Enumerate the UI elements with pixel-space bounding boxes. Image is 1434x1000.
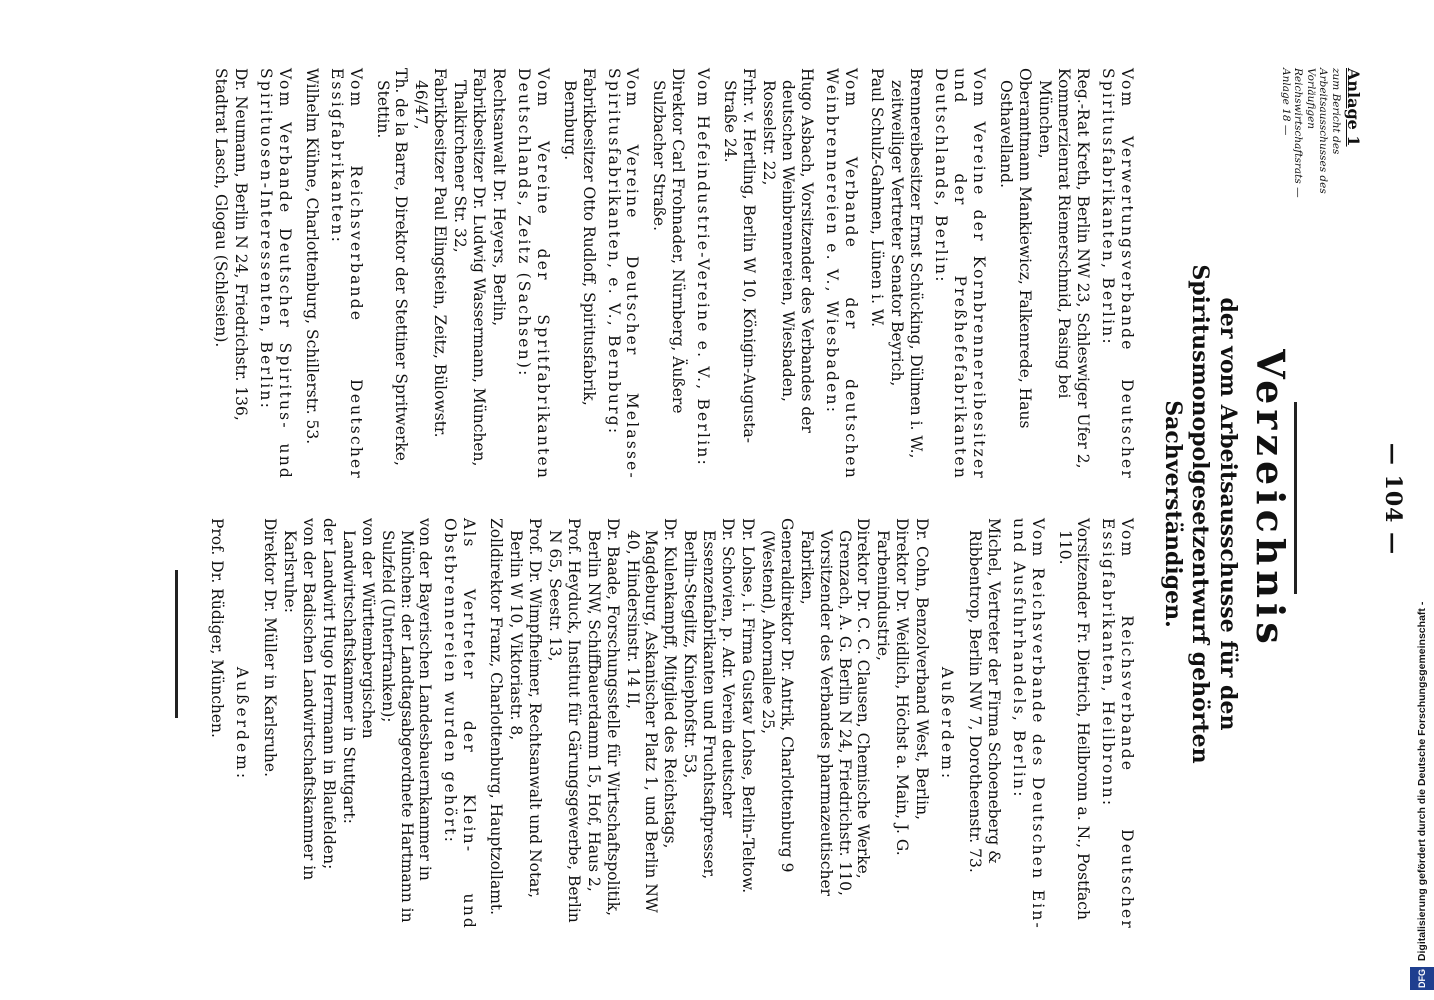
additionally-heading: Außerdem: (938, 666, 957, 782)
expert-entry: von der Badischen Landwirtschaftskammer in Karlsruhe: (281, 518, 319, 881)
expert-entry: von der Bayerischen Landesbauernkammer in München: der Landtagsabgeordnete Hartmann in Sulzfeld (Unterfranken); (378, 518, 435, 923)
dfg-logo: DFG (1410, 967, 1434, 990)
expert-entry: Fabrikbesitzer Paul Elingstein, Zeitz, Bülowstr. 46/47, (412, 68, 450, 438)
expert-entry: Direktor Dr. C. C. Clausen, Chemische Werke, Grenzach, A. G. Berlin N 24, Friedrichstr. 110, Vorsitzender des Verbandes pharmazeutischer Fabriken, (797, 518, 873, 897)
expert-entry: Oberamtmann Mankiewicz, Falkenrede, Haus Osthavelland. (996, 68, 1034, 429)
expert-entry: Frhr. v. Hertling, Berlin W 10, Königin-Augusta-Straße 24. (721, 68, 758, 443)
title-block (1158, 68, 1363, 930)
organization-heading: Vom Reichsverbande des Deutschen Ein- und Ausfuhrhandels, Berlin: (1009, 518, 1047, 930)
organization-heading: Vom Verbande der deutschen Weinbrennereien e. V., Wiesbaden: (822, 68, 860, 480)
annex-heading: Anlage 1 (1344, 68, 1364, 147)
expert-entry: Zolldirektor Franz, Charlottenburg, Hauptzollamt. (487, 518, 506, 916)
right-column (207, 518, 1145, 930)
end-rule-right (175, 570, 178, 718)
expert-entry: Direktor Dr. Müller in Karlsruhe. (261, 518, 280, 778)
expert-entry: Direktor Dr. Weidlich, Höchst a. Main, J. G. Farbenindustrie, (874, 518, 912, 856)
page-subtitle: der vom Arbeitsausschusse für den Spiritusmonopolgesetzentwurf gehörten Sachverständigen. (1159, 264, 1241, 764)
expert-entry: Brennereibesitzer Ernst Schücking, Dülmen i. W., zeitweiliger Vertreter Senator Beyrich, (888, 68, 926, 459)
expert-entry: Dr. Cohn, Benzolverband West, Berlin, (913, 518, 932, 821)
expert-entry: Th. de la Barre, Direktor der Stettiner Spritwerke, Stettin. (373, 68, 411, 466)
organization-heading: Vom Vereine Deutscher Melasse-Spiritusfabrikanten, e. V., Bernburg: (604, 68, 642, 480)
additionally-heading: Außerdem: (233, 666, 252, 782)
organization-heading: Als Vertreter der Klein- und Obstbrennereien wurden gehört: (441, 518, 479, 930)
organization-heading: Vom Reichsverbande Deutscher Essigfabrikanten: (327, 68, 365, 480)
expert-entry: Fabrikbesitzer Dr. Ludwig Wassermann, München, Thalkirchener Str. 32, (451, 68, 489, 467)
annex-reference: zum Bericht des Arbeitsausschusses des Vorläufigen Reichswirtschaftsrats — Anlage 18 — (1279, 68, 1342, 198)
expert-entry: Vorsitzender Fr. Dietrich, Heilbronn a. N., Postfach 110. (1055, 518, 1093, 920)
expert-entry: Generaldirektor Dr. Antrik, Charlottenburg 9 (Westend), Ahornallee 25, (758, 518, 796, 873)
digitization-credit-text: Digitalisierung gefördert durch die Deutsche Forschungsgemeinschaft - (1416, 601, 1428, 962)
expert-entry: Dr. Baade, Forschungsstelle für Wirtschaftspolitik, Berlin NW, Schiffbauerdamm 15, Hof, Haus 2, (584, 518, 622, 917)
expert-entry: Hugo Asbach, Vorsitzender des Verbandes der deutschen Weinbrennereien, Wiesbaden, Rosselstr. 22, (759, 68, 816, 433)
expert-entry: Dr. Neumann, Berlin N 24, Friedrichstr. 136, (232, 68, 251, 421)
left-column (207, 68, 1145, 480)
expert-entry: Dr. Schovien, p. Adr. Verein deutscher Essenzenfabrikanten und Fruchtsaftpresser, Berlin-Steglitz, Kniephofstr. 53, (681, 518, 738, 880)
expert-entry: Kommerzienrat Riemerschmid, Pasing bei München, (1035, 68, 1073, 399)
annex-note (1279, 68, 1363, 198)
expert-entry: Fabrikbesitzer Otto Rudloff, Spiritusfabrik, Bernburg. (560, 68, 598, 406)
expert-entry: von der Württembergischen Landwirtschaftskammer in Stuttgart: (339, 518, 377, 824)
two-column-body (207, 68, 1145, 930)
expert-entry: Rechtsanwalt Dr. Heyers, Berlin, (490, 68, 509, 327)
expert-entry: Prof. Dr. Wimpfheimer, Rechtsanwalt und Notar, Berlin W 10, Viktoriastr. 8, (507, 518, 545, 899)
organization-heading: Vom Hefeindustrie-Vereine e. V., Berlin: (694, 68, 713, 467)
expert-entry: Direktor Carl Frohnader, Nürnberg, Äußere Sulzbacher Straße. (650, 68, 688, 414)
expert-entry: Stadtrat Lasch, Glogau (Schlesien). (212, 68, 231, 348)
expert-entry: Prof. Dr. Rüdiger, München. (208, 518, 227, 738)
page-number: — 104 — (1380, 442, 1406, 556)
organization-heading: Vom Vereine der Spritfabrikanten Deutschlands, Zeitz (Sachsen): (514, 68, 552, 480)
expert-entry: der Landwirt Hugo Herrmann in Blaufelden; (319, 518, 338, 870)
expert-entry: Prof. Heyduck, Institut für Gärungsgewerbe, Berlin N 65, Seestr. 13, (545, 518, 583, 923)
expert-entry: Paul Schulz-Gahmen, Lünen i. W. (868, 68, 887, 328)
expert-entry: Dr. Lohse, i. Firma Gustav Lohse, Berlin-Teltow. (739, 518, 757, 894)
organization-heading: Vom Reichsverbande Deutscher Essigfabrikanten, Heilbronn: (1099, 518, 1137, 930)
organization-heading: Vom Vereine der Kornbrennereibesitzer und der Preßhefefabrikanten Deutschlands, Berlin: (932, 68, 988, 480)
organization-heading: Vom Verbande Deutscher Spiritus- und Spirituosen-Interessenten, Berlin: (257, 68, 294, 480)
expert-entry: Wilhelm Kühne, Charlottenburg, Schillerstr. 53. (302, 68, 321, 445)
page-title: Verzeichnis (1248, 349, 1294, 649)
digitization-credit (1410, 6, 1432, 990)
organization-heading: Vom Verwertungsverbande Deutscher Spiritusfabrikanten, Berlin: (1099, 68, 1137, 480)
expert-entry: Dr. Kulenkampff, Mitglied des Reichstags, Magdeburg, Askanischer Platz 1, und Berlin NW 40, Hindersinstr. 14 II, (623, 518, 680, 913)
end-rule-center (1294, 402, 1297, 594)
expert-entry: Michel, Vertreter der Firma Schoeneberg & Ribbentrop, Berlin NW 7, Dorotheenstr. 73. (965, 518, 1003, 873)
expert-entry: Reg.-Rat Kreth, Berlin NW 23, Schleswiger Ufer 2, (1074, 68, 1093, 469)
